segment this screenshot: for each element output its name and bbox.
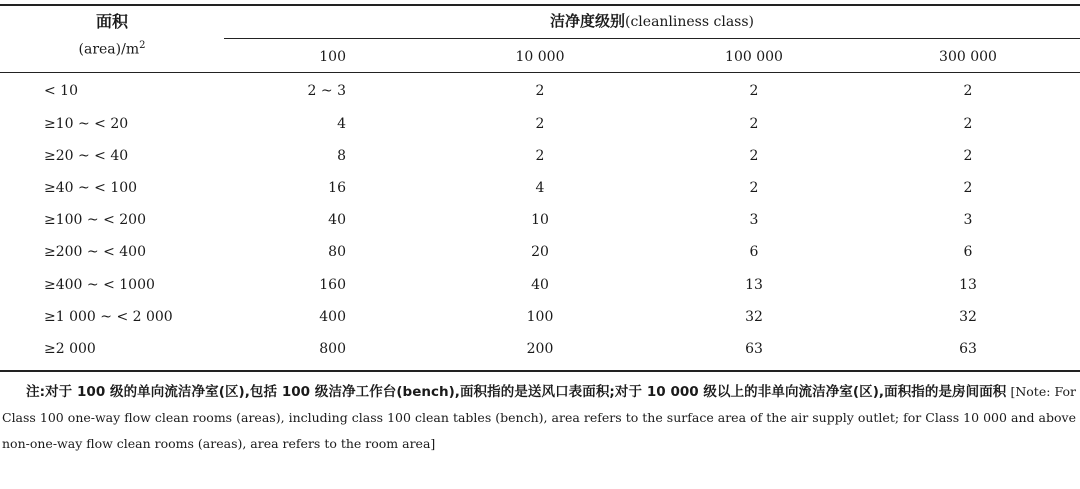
value-cell: 2 (535, 116, 545, 132)
value-cell: 4 (535, 180, 545, 196)
value-cell: 13 (959, 277, 977, 293)
value-cell: 2 (749, 83, 759, 99)
value-cell: 2 (749, 148, 759, 164)
table-top-rule (0, 4, 1080, 6)
value-cell: 400 (319, 309, 346, 325)
footnote-zh: 注:对于 100 级的单向流洁净室(区),包括 100 级洁净工作台(bench),面积指的是送风口表面积;对于 10 000 级以上的非单向流洁净室(区),面积指的是房间面积 (26, 384, 1007, 400)
cleanliness-class-title-zh: 洁净度级别 (549, 12, 625, 30)
column-header-300000: 300 000 (939, 49, 997, 65)
footnote-en: [Note: For Class 100 one-way flow clean rooms (areas), including class 100 clean tables (bench), area refers to the surface area of the air supply outlet; for Class 10 000 and above non-one-way flow clean rooms (areas), area refers to the room area] (2, 384, 1076, 451)
value-cell: 13 (745, 277, 763, 293)
area-cell: ≥400 ~ < 1000 (44, 277, 155, 293)
value-cell: 20 (531, 244, 549, 260)
cleanliness-class-title-en: (cleanliness class) (625, 14, 755, 30)
column-header-100000: 100 000 (725, 49, 783, 65)
area-unit-label: (area)/m (78, 41, 140, 58)
value-cell: 3 (749, 212, 759, 228)
value-cell: 80 (328, 244, 346, 260)
value-cell: 32 (959, 309, 977, 325)
value-cell: 8 (337, 148, 346, 164)
value-cell: 100 (526, 309, 554, 325)
area-unit-header (0, 40, 224, 58)
column-header-10000: 10 000 (515, 49, 565, 65)
value-cell: 2 (535, 148, 545, 164)
value-cell: 2 (535, 83, 545, 99)
value-cell: 16 (328, 180, 346, 196)
column-header-100: 100 (319, 49, 346, 65)
value-cell: 63 (959, 341, 977, 357)
value-cell: 160 (319, 277, 346, 293)
value-cell: 4 (337, 116, 346, 132)
value-cell: 10 (531, 212, 549, 228)
value-cell: 200 (526, 341, 554, 357)
value-cell: 6 (749, 244, 759, 260)
value-cell: 2 (963, 83, 973, 99)
area-cell: ≥2 000 (44, 341, 96, 357)
value-cell: 2 (963, 116, 973, 132)
value-cell: 2 ~ 3 (307, 83, 346, 99)
cleanliness-class-header (224, 10, 1080, 31)
value-cell: 40 (328, 212, 346, 228)
value-cell: 2 (749, 116, 759, 132)
table-footnote (2, 379, 1076, 457)
area-header: 面积 (95, 12, 128, 31)
value-cell: 2 (749, 180, 759, 196)
value-cell: 2 (963, 148, 973, 164)
value-cell: 2 (963, 180, 973, 196)
value-cell: 6 (963, 244, 973, 260)
value-cell: 63 (745, 341, 763, 357)
area-cell: ≥10 ~ < 20 (44, 116, 129, 132)
table-bottom-rule (0, 370, 1080, 372)
header-bottom-rule (0, 72, 1080, 73)
area-cell: ≥1 000 ~ < 2 000 (44, 309, 173, 325)
value-cell: 800 (319, 341, 346, 357)
header-group-rule (224, 38, 1080, 39)
area-cell: ≥40 ~ < 100 (44, 180, 138, 196)
area-cell: ≥200 ~ < 400 (44, 244, 146, 260)
area-cell: ≥20 ~ < 40 (44, 148, 129, 164)
area-cell: < 10 (44, 83, 78, 99)
area-cell: ≥100 ~ < 200 (44, 212, 146, 228)
value-cell: 32 (745, 309, 763, 325)
value-cell: 3 (963, 212, 973, 228)
value-cell: 40 (531, 277, 549, 293)
area-unit-superscript: 2 (139, 40, 146, 51)
